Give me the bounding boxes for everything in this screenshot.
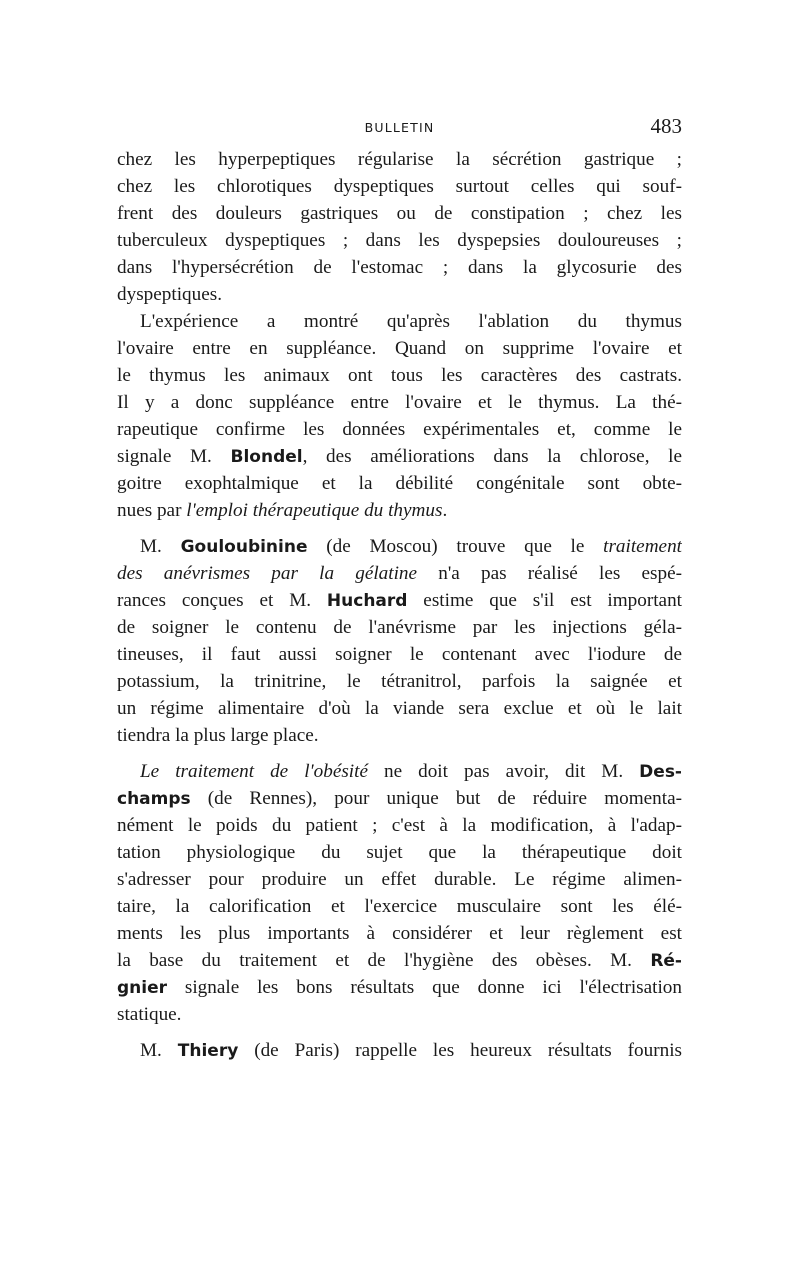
author-name: Des-	[639, 762, 682, 782]
text-line	[117, 497, 682, 525]
text-line	[117, 254, 682, 282]
text-run: Il y a donc suppléance entre l'ovaire et le thymus. La thé-	[117, 392, 682, 413]
text-line	[117, 335, 682, 363]
text-run: le thymus les animaux ont tous les caractères des castrats.	[117, 365, 682, 386]
text-run: dyspeptiques.	[117, 284, 222, 305]
text-line	[117, 470, 682, 498]
text-line	[117, 839, 682, 867]
text-run: tuberculeux dyspeptiques ; dans les dyspepsies douloureuses ;	[117, 230, 682, 251]
text-run: tation physiologique du sujet que la thérapeutique doit	[117, 842, 682, 863]
text-line	[117, 416, 682, 444]
text-line	[117, 641, 682, 669]
text-line	[117, 587, 682, 615]
text-run: ments les plus importants à considérer et leur règlement est	[117, 923, 682, 944]
text-run: L'expérience a montré qu'après l'ablation du thymus	[140, 311, 682, 332]
text-line	[117, 947, 682, 975]
text-run: s'adresser pour produire un effet durable. Le régime alimen-	[117, 869, 682, 890]
text-run: n'a pas réalisé les espé-	[417, 563, 682, 584]
text-line	[117, 668, 682, 696]
text-run: frent des douleurs gastriques ou de constipation ; chez les	[117, 203, 682, 224]
text-run: estime que s'il est important	[407, 590, 682, 611]
text-run: (de Moscou) trouve que le	[307, 536, 604, 557]
text-run: un régime alimentaire d'où la viande sera exclue et où le lait	[117, 698, 682, 719]
italic-phrase: l'emploi thérapeutique du thymus	[186, 500, 443, 521]
text-line	[117, 281, 682, 309]
text-run: signale les bons résultats que donne ici l'électrisation	[167, 977, 682, 998]
text-line	[117, 722, 682, 750]
text-run: nues par	[117, 500, 187, 521]
text-run: potassium, la trinitrine, le tétranitrol, parfois la saignée et	[117, 671, 682, 692]
text-run: de soigner le contenu de l'anévrisme par les injections géla-	[117, 617, 682, 638]
text-line	[117, 785, 682, 813]
italic-phrase: Le traitement de l'obésité	[140, 761, 368, 782]
text-run: statique.	[117, 1004, 182, 1025]
text-line	[117, 227, 682, 255]
text-run: M.	[140, 536, 181, 557]
text-run: signale M.	[117, 446, 231, 467]
text-run: .	[442, 500, 448, 521]
text-run: la base du traitement et de l'hygiène des obèses. M.	[117, 950, 651, 971]
text-run: dans l'hypersécrétion de l'estomac ; dans la glycosurie des	[117, 257, 682, 278]
text-line	[117, 146, 682, 174]
text-line	[140, 308, 682, 336]
text-run: rapeutique confirme les données expérimentales et, comme le	[117, 419, 682, 440]
text-run: goitre exophtalmique et la débilité congénitale sont obte-	[117, 473, 682, 494]
text-line	[117, 443, 682, 471]
author-name: Huchard	[326, 591, 408, 611]
author-name: Ré-	[650, 951, 682, 971]
text-line	[117, 200, 682, 228]
text-run: (de Rennes), pour unique but de réduire momenta-	[190, 788, 682, 809]
text-line	[117, 866, 682, 894]
author-name: gnier	[117, 978, 168, 998]
text-run: l'ovaire entre en suppléance. Quand on supprime l'ovaire et	[117, 338, 682, 359]
author-name: Blondel	[230, 447, 303, 467]
text-line	[117, 362, 682, 390]
text-line	[117, 614, 682, 642]
text-run: rances conçues et M.	[117, 590, 327, 611]
text-line	[117, 389, 682, 417]
text-line	[117, 695, 682, 723]
text-line	[140, 758, 682, 786]
text-run: tiendra la plus large place.	[117, 725, 319, 746]
text-line	[117, 974, 682, 1002]
text-run: nément le poids du patient ; c'est à la modification, à l'adap-	[117, 815, 682, 836]
text-line	[140, 533, 682, 561]
text-run: , des améliorations dans la chlorose, le	[302, 446, 682, 467]
text-line	[117, 893, 682, 921]
text-line	[140, 1037, 682, 1065]
text-run: chez les chlorotiques dyspeptiques surtout celles qui souf-	[117, 176, 682, 197]
author-name: champs	[117, 789, 191, 809]
italic-phrase: des anévrismes par la gélatine	[117, 563, 418, 584]
text-run: M.	[140, 1040, 178, 1061]
author-name: Gouloubinine	[180, 537, 308, 557]
text-line	[117, 812, 682, 840]
author-name: Thiery	[177, 1041, 239, 1061]
page-number: 483	[650, 114, 682, 138]
text-run: (de Paris) rappelle les heureux résultats fournis	[238, 1040, 682, 1061]
italic-phrase: traitement	[603, 536, 682, 557]
text-line	[117, 920, 682, 948]
text-line	[117, 560, 682, 588]
text-run: tineuses, il faut aussi soigner le contenant avec l'iodure de	[117, 644, 682, 665]
text-line	[117, 1001, 682, 1029]
text-run: taire, la calorification et l'exercice musculaire sont les élé-	[117, 896, 682, 917]
text-line	[117, 173, 682, 201]
text-run: chez les hyperpeptiques régularise la sécrétion gastrique ;	[117, 149, 682, 170]
text-run: ne doit pas avoir, dit M.	[367, 761, 640, 782]
running-header-title: BULLETIN	[364, 120, 435, 135]
running-header	[117, 116, 682, 140]
